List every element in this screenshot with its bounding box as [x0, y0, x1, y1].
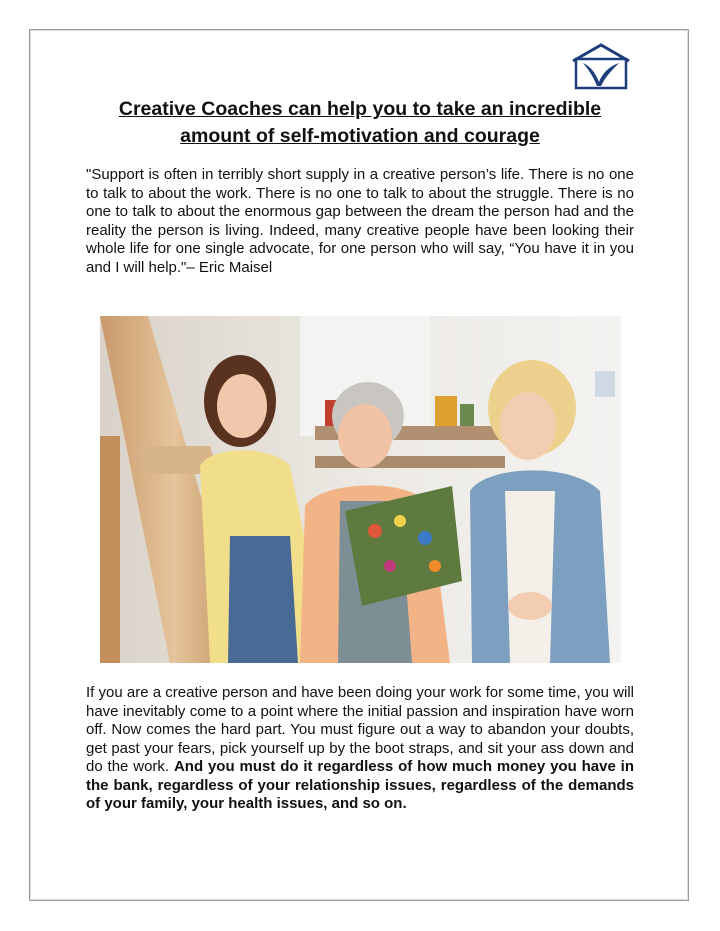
title-line-2: amount of self-motivation and courage	[180, 125, 540, 147]
title-line-1: Creative Coaches can help you to take an incredible	[118, 98, 602, 120]
body-regular-text: If you are a creative person and have been doing your work for some time, you will have inevitably come to a point where the initial passion and inspiration have worn off. Now comes the hard part. You must figure out a way to abandon your doubts, get past your fears, pick yourself up by the boot straps, and sit your ass down and do the work.	[86, 684, 634, 775]
page-title	[86, 96, 634, 150]
body-paragraph	[86, 684, 634, 814]
bird-in-house-logo	[570, 42, 632, 90]
women-painting-at-easel-photo	[100, 316, 621, 663]
body-bold-text: And you must do it regardless of how much money you have in the bank, regardless of your relationship issues, regardless of the demands of your family, your health issues, and so on.	[86, 758, 634, 812]
quote-paragraph: "Support is often in terribly short supply in a creative person’s life. There is no one to talk to about the work. There is no one to talk to about the struggle. There is no one to talk to about the enormous gap between the dream the person had and the reality the person is living. Indeed, many creative people have been looking their whole life for one single advocate, for one person who will say, “You have it in you and I will help."– Eric Maisel	[86, 166, 634, 276]
